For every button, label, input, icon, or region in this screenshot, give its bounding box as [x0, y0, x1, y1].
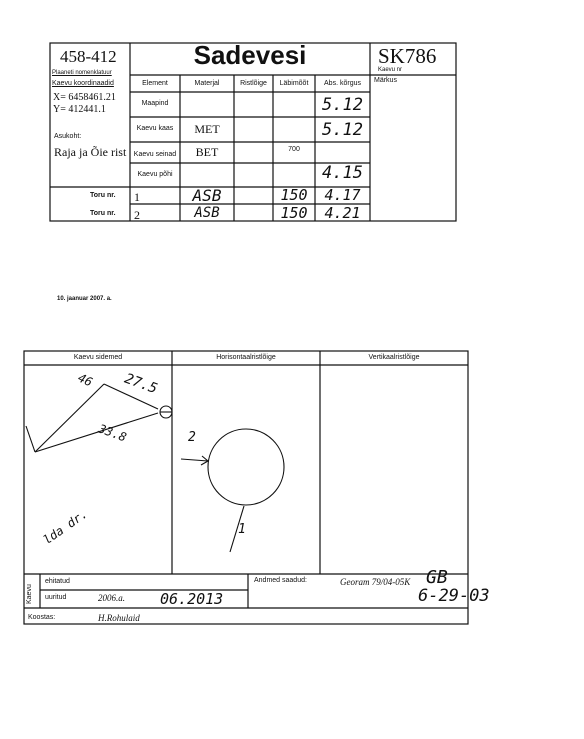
- col-header-elevation: Abs. kõrgus: [324, 80, 361, 87]
- row-elevation: 5.12: [322, 95, 363, 115]
- location-value: Raja ja Õie rist: [54, 145, 127, 159]
- pipe-elevation: 4.21: [324, 204, 361, 222]
- row-material: BET: [195, 145, 219, 159]
- pipe-2-arrow: [181, 459, 208, 461]
- pipe-diameter: 150: [280, 204, 308, 222]
- pipe-label: Toru nr.: [90, 192, 116, 199]
- surveyed-label: uuritud: [45, 594, 67, 601]
- tie-line: [35, 384, 104, 452]
- pipe-material: ASB: [194, 205, 220, 221]
- row-element: Kaevu kaas: [136, 125, 174, 132]
- map-sheet-number: 458-412: [60, 47, 117, 66]
- col-header-remark: Märkus: [374, 77, 397, 84]
- pipe-number-label: 2: [188, 430, 196, 445]
- col-header-diameter: Läbimõõt: [279, 80, 309, 87]
- map-sheet-label: Plaaneti nomenklatuur: [52, 70, 112, 76]
- coord-x: X= 6458461.21: [53, 92, 116, 103]
- surveyed-value: 2006.a.: [98, 593, 125, 603]
- col-header-cross: Ristlõige: [240, 80, 267, 87]
- handwritten-note: lda dr.: [40, 506, 91, 548]
- sketch-col-title: Kaevu sidemed: [73, 354, 123, 361]
- data-source-label: Andmed saadud:: [254, 577, 307, 584]
- pipe-label: Toru nr.: [90, 210, 116, 217]
- date-note: 10. jaanuar 2007. a.: [57, 296, 112, 302]
- well-number-label: Kaevu nr: [378, 67, 403, 73]
- surveyed-handwritten: 06.2013: [160, 590, 224, 608]
- side-label: Kaevu: [26, 584, 33, 604]
- pipe-number-label: 1: [238, 522, 246, 537]
- dim-label: 46: [75, 370, 95, 390]
- data-source-value: Georam 79/04-05K: [340, 577, 411, 587]
- pipe-diameter: 150: [280, 186, 308, 204]
- row-diameter: 700: [288, 146, 300, 153]
- handwritten-date: 6-29-03: [418, 586, 490, 606]
- well-number: SK786: [378, 44, 437, 68]
- well-section-circle: [208, 429, 284, 505]
- coord-y: Y= 412441.1: [53, 104, 106, 115]
- dim-label: 33.8: [96, 421, 129, 445]
- sketch-col-title: Horisontaalristlõige: [216, 354, 276, 361]
- pipe-number: 2: [134, 208, 140, 222]
- row-element: Maapind: [141, 100, 169, 107]
- location-label: Asukoht:: [54, 133, 82, 140]
- pipe-elevation: 4.17: [324, 186, 361, 204]
- row-element: Kaevu seinad: [133, 151, 177, 158]
- col-header-material: Materjal: [194, 80, 220, 87]
- col-header-element: Element: [142, 80, 168, 87]
- row-elevation: 4.15: [322, 163, 363, 183]
- built-label: ehitatud: [45, 578, 70, 585]
- row-element: Kaevu põhi: [137, 171, 173, 178]
- coords-label: Kaevu koordinaadid: [52, 80, 114, 87]
- author-label: Koostas:: [28, 614, 56, 621]
- pipe-number: 1: [134, 190, 140, 204]
- tie-line: [26, 426, 35, 452]
- row-material: MET: [194, 122, 220, 136]
- author-value: H.Rohulaid: [98, 613, 140, 623]
- page-title: Sadevesi: [193, 40, 307, 70]
- pipe-material: ASB: [192, 186, 222, 205]
- handwritten-initials: GB: [426, 567, 448, 588]
- row-elevation: 5.12: [322, 120, 363, 140]
- sketch-col-title: Vertikaalristlõige: [368, 354, 420, 361]
- dim-label: 27.5: [122, 370, 160, 398]
